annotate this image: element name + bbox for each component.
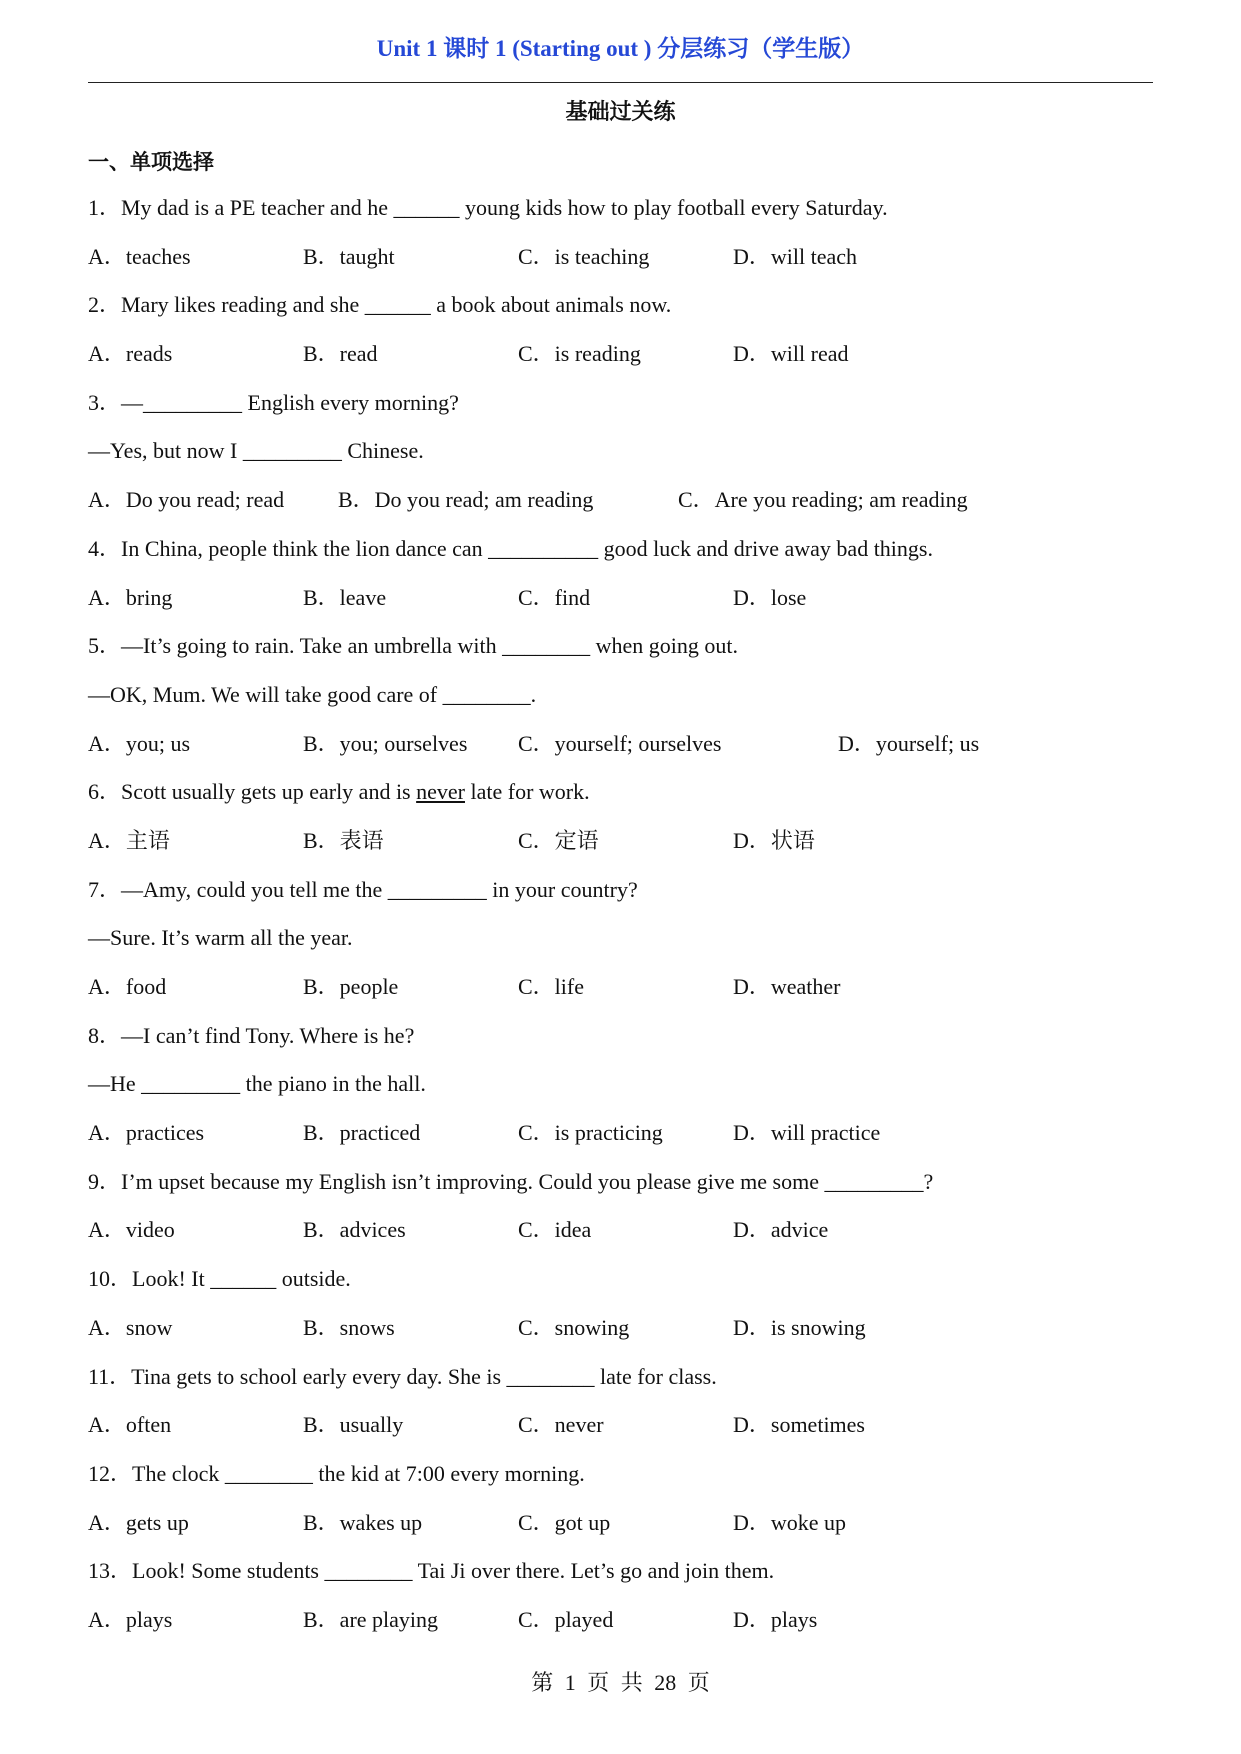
option-a: A．Do you read; read (88, 487, 285, 513)
options-row (88, 826, 1168, 875)
option-c: C．定语 (518, 827, 599, 853)
question-stem-line: —Yes, but now I _________ Chinese. (88, 438, 424, 464)
option-c: C．snowing (518, 1314, 630, 1340)
option-b: B．people (303, 974, 399, 999)
option-b: B．you; ourselves (303, 730, 468, 756)
options-row (88, 1118, 1168, 1167)
options-row (88, 729, 1168, 778)
question-stem-line: 2．Mary likes reading and she ______ a book about animals now. (88, 292, 672, 318)
option-a: A．snow (88, 1314, 173, 1340)
option-c: C．idea (518, 1217, 592, 1243)
options-row (88, 339, 1168, 388)
option-c: C．life (518, 974, 584, 999)
option-a: A．reads (88, 341, 173, 367)
question-stem-line: 3．—_________ English every morning? (88, 389, 459, 415)
options-row (88, 1410, 1168, 1459)
options-row (88, 1313, 1168, 1362)
option-c: C．is teaching (518, 243, 650, 269)
option-c: C．got up (518, 1509, 611, 1535)
option-a: A．主语 (88, 827, 170, 853)
question-stem-line: 6．Scott usually gets up early and is never late for work. (88, 779, 590, 805)
underlined-word: never (416, 779, 465, 805)
question-stem-line: 1．My dad is a PE teacher and he ______ young kids how to play football every Saturday. (88, 195, 888, 220)
question-stem-line: 4．In China, people think the lion dance can __________ good luck and drive away bad things. (88, 535, 933, 561)
option-a: A．you; us (88, 730, 191, 756)
option-c: C．find (518, 584, 591, 610)
option-b: B．read (303, 341, 378, 367)
option-d: D．woke up (733, 1509, 847, 1535)
question-stem-line: 12．The clock ________ the kid at 7:00 every morning. (88, 1460, 585, 1486)
options-row (88, 583, 1168, 632)
question-10 (88, 1264, 1168, 1361)
option-d: D．yourself; us (838, 730, 980, 756)
option-b: B．snows (303, 1314, 395, 1340)
question-5 (88, 631, 1168, 777)
option-d: D．plays (733, 1606, 818, 1632)
header-divider (88, 82, 1153, 83)
option-a: A．food (88, 974, 167, 999)
question-stem-line: 8．—I can’t find Tony. Where is he? (88, 1022, 415, 1048)
option-b: B．Do you read; am reading (338, 487, 594, 513)
question-stem-line: 9．I’m upset because my English isn’t improving. Could you please give me some _________? (88, 1168, 934, 1194)
option-c: C．is reading (518, 341, 641, 367)
question-stem-line: 13．Look! Some students ________ Tai Ji over there. Let’s go and join them. (88, 1558, 775, 1584)
option-a: A．plays (88, 1606, 173, 1632)
option-a: A．video (88, 1217, 175, 1243)
question-6 (88, 777, 1168, 874)
header-title: Unit 1 课时 1 (Starting out ) 分层练习（学生版） (376, 36, 865, 61)
option-a: A．often (88, 1412, 172, 1438)
question-3 (88, 388, 1168, 534)
option-b: B．practiced (303, 1120, 421, 1146)
option-d: D．will teach (733, 243, 858, 269)
option-b: B．表语 (303, 827, 384, 853)
option-d: D．will read (733, 341, 849, 367)
options-row (88, 1215, 1168, 1264)
question-stem-line: —Sure. It’s warm all the year. (88, 925, 353, 951)
question-13 (88, 1556, 1168, 1653)
question-2 (88, 290, 1168, 387)
question-stem-line: 7．—Amy, could you tell me the _________ in your country? (88, 876, 638, 902)
option-b: B．leave (303, 584, 387, 610)
question-stem-line: 10．Look! It ______ outside. (88, 1266, 351, 1292)
question-stem-line: 11．Tina gets to school early every day. She is ________ late for class. (88, 1363, 717, 1389)
option-d: D．will practice (733, 1120, 881, 1146)
question-stem-line: —OK, Mum. We will take good care of ________. (88, 681, 537, 707)
option-a: A．teaches (88, 243, 191, 269)
question-4 (88, 534, 1168, 631)
question-9 (88, 1167, 1168, 1264)
options-row (88, 1605, 1168, 1654)
option-d: D．advice (733, 1217, 829, 1243)
option-c: C．Are you reading; am reading (678, 487, 968, 513)
question-1 (88, 193, 1168, 290)
options-row (88, 485, 1168, 534)
page-number: 第 1 页 共 28 页 (531, 1670, 710, 1695)
options-row (88, 972, 1168, 1021)
question-stem-line: 5．—It’s going to rain. Take an umbrella with ________ when going out. (88, 633, 739, 659)
option-b: B．advices (303, 1217, 406, 1243)
option-c: C．is practicing (518, 1120, 663, 1146)
options-row (88, 1508, 1168, 1557)
question-7 (88, 875, 1168, 1021)
option-d: D．sometimes (733, 1412, 865, 1438)
option-d: D．lose (733, 584, 807, 610)
question-11 (88, 1362, 1168, 1459)
section-title: 基础过关练 (565, 100, 676, 125)
option-c: C．played (518, 1606, 614, 1632)
question-12 (88, 1459, 1168, 1556)
option-a: A．gets up (88, 1509, 189, 1535)
question-list (88, 193, 1168, 1654)
option-c: C．never (518, 1412, 604, 1438)
question-8 (88, 1021, 1168, 1167)
option-a: A．practices (88, 1120, 205, 1146)
option-d: D．weather (733, 974, 841, 999)
option-a: A．bring (88, 584, 173, 610)
option-c: C．yourself; ourselves (518, 730, 722, 756)
option-b: B．taught (303, 243, 395, 269)
option-d: D．状语 (733, 827, 815, 853)
option-d: D．is snowing (733, 1314, 866, 1340)
option-b: B．are playing (303, 1606, 439, 1632)
part-heading: 一、单项选择 (88, 150, 214, 174)
question-stem-line: —He _________ the piano in the hall. (88, 1071, 426, 1097)
options-row (88, 242, 1168, 291)
option-b: B．usually (303, 1412, 404, 1438)
option-b: B．wakes up (303, 1509, 423, 1535)
